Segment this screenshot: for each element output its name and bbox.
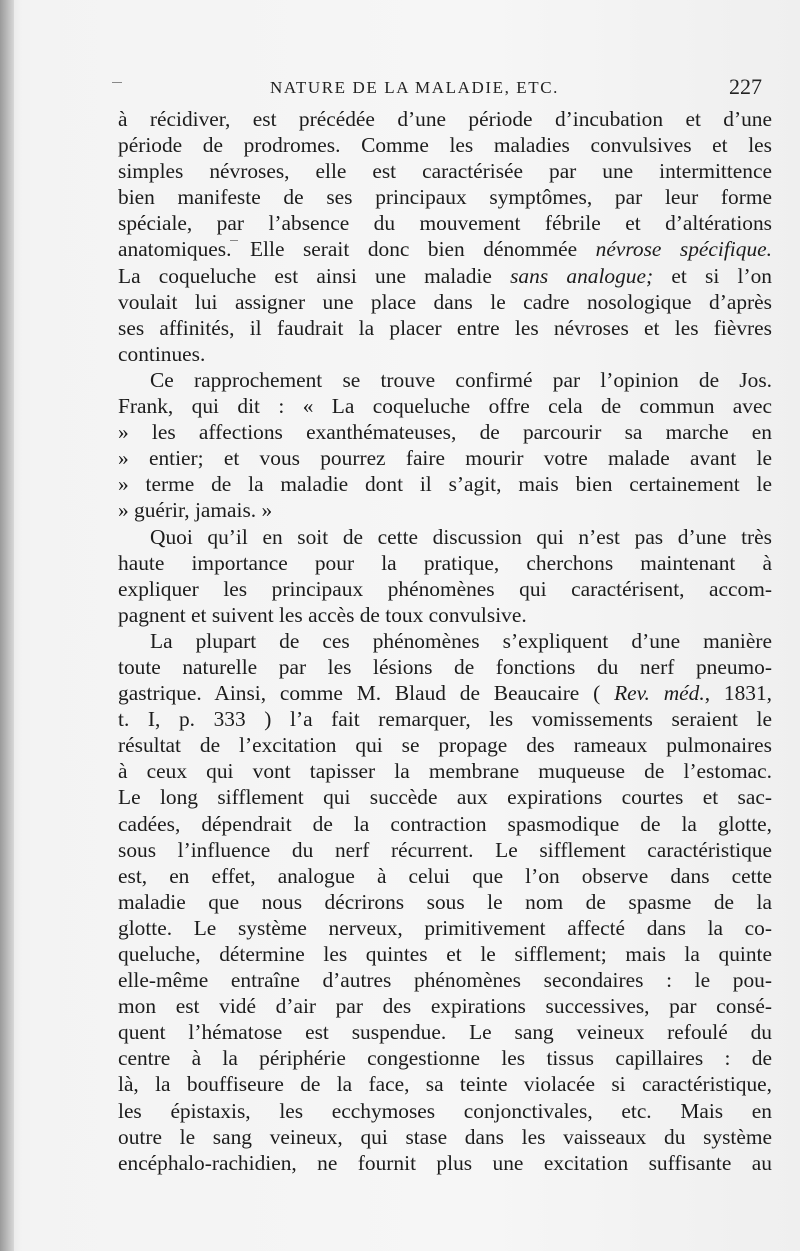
text-line: » terme de la maladie dont il s’agit, mais bien certainement le — [118, 472, 772, 497]
body-text — [118, 106, 772, 1176]
running-title: NATURE DE LA MALADIE, ETC. — [270, 78, 560, 97]
text-line: Le long sifflement qui succède aux expirations courtes et sac- — [118, 785, 772, 810]
text-line: là, la bouffiseure de la face, sa teinte violacée si caractéristique, — [118, 1072, 772, 1097]
text-line: Ce rapprochement se trouve confirmé par l’opinion de Jos. — [150, 367, 772, 392]
text-line: période de prodromes. Comme les maladies convulsives et les — [118, 133, 772, 158]
text-line: à récidiver, est précédée d’une période d’incubation et d’une — [118, 107, 772, 131]
text-line: voulait lui assigner une place dans le cadre nosologique d’après — [118, 289, 772, 314]
text-line: mon est vidé d’air par des expirations successives, par consé- — [118, 994, 772, 1019]
text-line: haute importance pour la pratique, cherchons maintenant à — [118, 550, 772, 575]
text-line: La plupart de ces phénomènes s’expliquent d’une manière — [150, 628, 772, 653]
text-line: gastrique. Ainsi, comme M. Blaud de Beaucaire ( Rev. méd., 1831, — [118, 681, 772, 706]
italic-term: Rev. méd. — [614, 681, 705, 706]
book-spine-shadow — [0, 0, 14, 1251]
text-line: » guérir, jamais. » — [118, 498, 273, 523]
text-line: » les affections exanthémateuses, de parcourir sa marche en — [118, 420, 772, 445]
text-line: elle-même entraîne d’autres phénomènes secondaires : le pou- — [118, 968, 772, 993]
text-line: quent l’hématose est suspendue. Le sang veineux refoulé du — [118, 1020, 772, 1045]
text-line: encéphalo-rachidien, ne fournit plus une excitation suffisante au — [118, 1150, 772, 1175]
text-line: les épistaxis, les ecchymoses conjonctivales, etc. Mais en — [118, 1098, 772, 1123]
text-line: résultat de l’excitation qui se propage des rameaux pulmonaires — [118, 733, 772, 758]
text-line: maladie que nous décrirons sous le nom de spasme de la — [118, 889, 772, 914]
text-line: ses affinités, il faudrait la placer entre les névroses et les fièvres — [118, 315, 772, 340]
text-line: expliquer les principaux phénomènes qui caractérisent, accom- — [118, 576, 772, 601]
text-line: continues. — [118, 341, 206, 366]
text-line: à ceux qui vont tapisser la membrane muqueuse de l’estomac. — [118, 759, 772, 784]
text-line: glotte. Le système nerveux, primitivement affecté dans la co- — [118, 915, 772, 940]
page-header — [118, 74, 770, 100]
text-line: simples névroses, elle est caractérisée par une intermittence — [118, 159, 772, 184]
text-line: t. I, p. 333 ) l’a fait remarquer, les vomissements seraient le — [118, 707, 772, 732]
text-line: outre le sang veineux, qui stase dans les vaisseaux du système — [118, 1124, 772, 1149]
margin-mark — [112, 82, 122, 83]
text-line: est, en effet, analogue à celui que l’on observe dans cette — [118, 863, 772, 888]
text-line: spéciale, par l’absence du mouvement fébrile et d’altérations — [118, 211, 772, 236]
italic-term: névrose spécifique. — [595, 237, 772, 262]
text-line: bien manifeste de ses principaux symptômes, par leur forme — [118, 185, 772, 210]
text-line: » entier; et vous pourrez faire mourir votre malade avant le — [118, 446, 772, 471]
text-line: centre à la périphérie congestionne les tissus capillaires : de — [118, 1046, 772, 1071]
text-line: La coqueluche est ainsi une maladie sans analogue; et si l’on — [118, 263, 772, 288]
text-line: anatomiques. Elle serait donc bien dénommée névrose spécifique. — [118, 237, 772, 262]
text-line: cadées, dépendrait de la contraction spasmodique de la glotte, — [118, 811, 772, 836]
text-line: toute naturelle par les lésions de fonctions du nerf pneumo- — [118, 654, 772, 679]
text-line: sous l’influence du nerf récurrent. Le sifflement caractéristique — [118, 837, 772, 862]
italic-term: sans analogue; — [510, 263, 654, 288]
text-line: Quoi qu’il en soit de cette discussion qui n’est pas d’une très — [150, 524, 772, 549]
text-line: pagnent et suivent les accès de toux convulsive. — [118, 602, 527, 627]
text-line: Frank, qui dit : « La coqueluche offre cela de commun avec — [118, 394, 772, 419]
page-number: 227 — [729, 74, 762, 99]
text-line: queluche, détermine les quintes et le sifflement; mais la quinte — [118, 942, 772, 966]
